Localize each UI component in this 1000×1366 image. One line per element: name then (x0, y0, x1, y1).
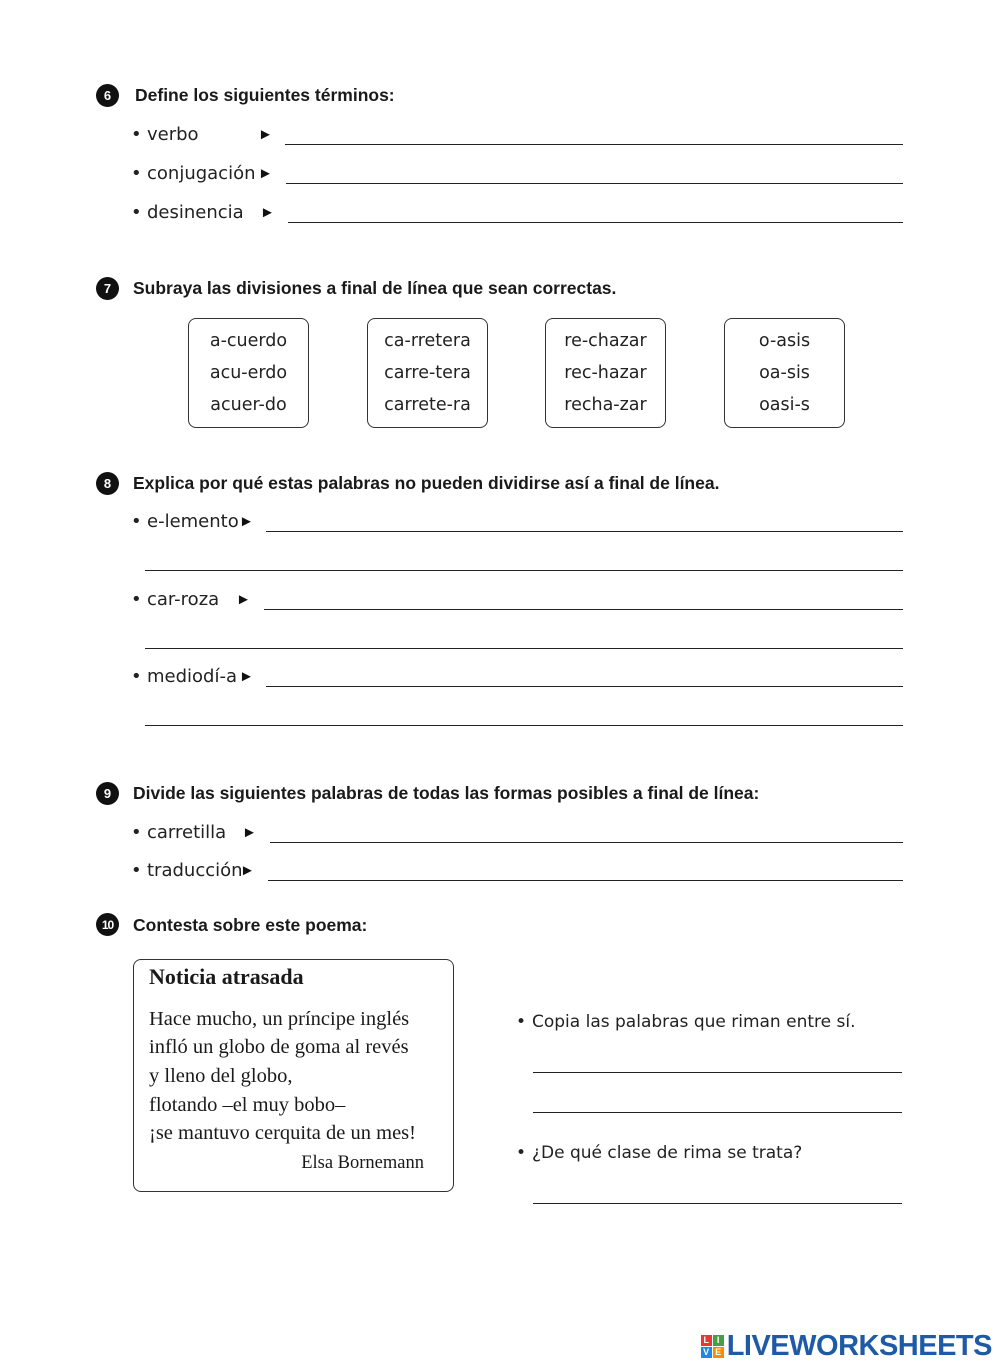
answer-line-rhyme-type[interactable] (533, 1203, 902, 1204)
poem-line: ¡se mantuvo cerquita de un mes! (149, 1122, 416, 1144)
list-item: • conjugación (131, 163, 256, 184)
list-item: • e-lemento (131, 511, 239, 532)
poem-box (133, 959, 454, 1192)
arrow-icon: ► (239, 513, 254, 530)
syllable-box-3 (545, 318, 666, 428)
option-acu-erdo[interactable]: acu-erdo (209, 363, 288, 383)
question-number-10: 10 (96, 913, 119, 936)
option-oasi-s[interactable]: oasi-s (759, 395, 810, 415)
list-item: • verbo (131, 124, 199, 145)
option-acuer-do[interactable]: acuer-do (210, 395, 287, 415)
poem-line: y lleno del globo, (149, 1065, 293, 1087)
list-item: • mediodí-a (131, 666, 237, 687)
arrow-icon: ► (260, 204, 275, 221)
brand-icon: L I V E (701, 1335, 724, 1358)
list-item: • car-roza (131, 589, 220, 610)
word-label: carretilla (147, 822, 227, 843)
word-label: mediodí-a (147, 666, 237, 687)
poem-author: Elsa Bornemann (301, 1153, 424, 1173)
option-carrete-ra[interactable]: carrete-ra (384, 395, 471, 415)
word-label: car-roza (147, 589, 220, 610)
arrow-icon: ► (242, 824, 257, 841)
arrow-icon: ► (239, 668, 254, 685)
answer-line-elemento-2[interactable] (145, 570, 903, 571)
answer-line-carretilla[interactable] (270, 842, 903, 843)
answer-line-traduccion[interactable] (268, 880, 903, 881)
brand-name: LIVEWORKSHEETS (726, 1329, 992, 1362)
list-item: • traducción (131, 860, 243, 881)
question-8-title: Explica por qué estas palabras no pueden dividirse así a final de línea. (133, 473, 720, 493)
question-number-7: 7 (96, 277, 119, 300)
question-6-title: Define los siguientes términos: (135, 85, 395, 105)
arrow-icon: ► (258, 126, 273, 143)
option-a-cuerdo[interactable]: a-cuerdo (209, 331, 288, 351)
list-item: • desinencia (131, 202, 244, 223)
option-carre-tera[interactable]: carre-tera (384, 363, 471, 383)
question-9-title: Divide las siguientes palabras de todas las formas posibles a final de línea: (133, 783, 760, 803)
poem-line: Hace mucho, un príncipe inglés (149, 1008, 410, 1030)
poem-title: Noticia atrasada (149, 964, 304, 989)
poem-line: infló un globo de goma al revés (149, 1036, 409, 1058)
arrow-icon: ► (258, 165, 273, 182)
arrow-icon: ► (236, 591, 251, 608)
question-number-9: 9 (96, 782, 119, 805)
option-oa-sis[interactable]: oa-sis (759, 363, 810, 383)
answer-line-elemento-1[interactable] (266, 531, 903, 532)
answer-line-carroza-1[interactable] (264, 609, 903, 610)
option-ca-rretera[interactable]: ca-rretera (384, 331, 471, 351)
rhyme-question: Copia las palabras que riman entre sí. (532, 1012, 856, 1032)
list-item: • ¿De qué clase de rima se trata? (516, 1143, 803, 1163)
answer-line-conjugacion[interactable] (286, 183, 903, 184)
list-item: • Copia las palabras que riman entre sí. (516, 1012, 856, 1032)
question-number-6: 6 (96, 84, 119, 107)
syllable-box-1 (188, 318, 309, 428)
rhyme-type-question: ¿De qué clase de rima se trata? (532, 1143, 803, 1163)
list-item: • carretilla (131, 822, 227, 843)
answer-line-desinencia[interactable] (288, 222, 903, 223)
word-label: e-lemento (147, 511, 239, 532)
arrow-icon: ► (240, 862, 255, 879)
option-o-asis[interactable]: o-asis (758, 331, 811, 351)
syllable-box-2 (367, 318, 488, 428)
option-re-chazar[interactable]: re-chazar (564, 331, 647, 351)
answer-line-mediodia-1[interactable] (266, 686, 903, 687)
word-label: traducción (147, 860, 243, 881)
liveworksheets-logo (701, 1330, 992, 1362)
answer-line-verbo[interactable] (285, 144, 903, 145)
answer-line-carroza-2[interactable] (145, 648, 903, 649)
question-10-title: Contesta sobre este poema: (133, 915, 368, 935)
answer-line-rhymes-1[interactable] (533, 1072, 902, 1073)
syllable-box-4 (724, 318, 845, 428)
poem-line: flotando –el muy bobo– (149, 1094, 346, 1116)
answer-line-mediodia-2[interactable] (145, 725, 903, 726)
question-number-8: 8 (96, 472, 119, 495)
option-rec-hazar[interactable]: rec-hazar (564, 363, 647, 383)
answer-line-rhymes-2[interactable] (533, 1112, 902, 1113)
question-7-title: Subraya las divisiones a final de línea que sean correctas. (133, 278, 617, 298)
term-label: verbo (147, 124, 199, 145)
term-label: conjugación (147, 163, 256, 184)
term-label: desinencia (147, 202, 244, 223)
option-recha-zar[interactable]: recha-zar (564, 395, 647, 415)
